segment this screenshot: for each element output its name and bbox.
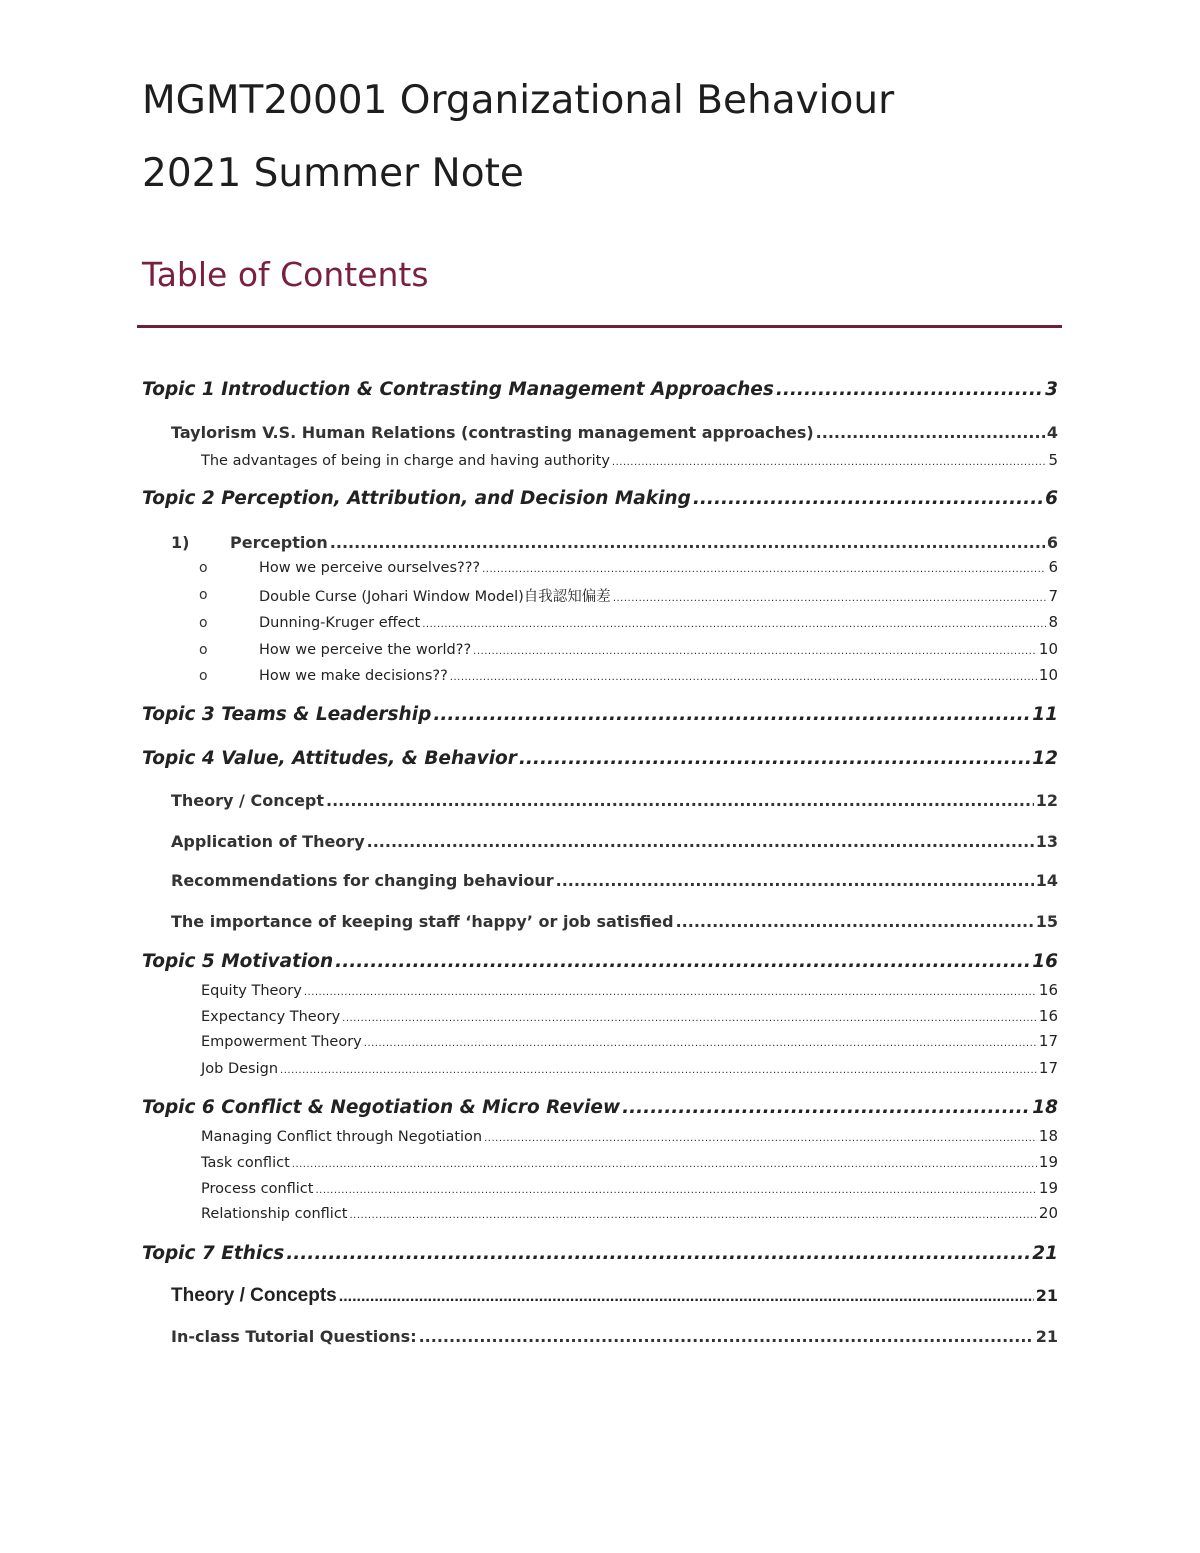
dot-leader: [693, 488, 1043, 509]
toc-entry-label: Job Design: [201, 1061, 279, 1077]
toc-entry-topic-1[interactable]: [142, 379, 1058, 400]
toc-entry-label: Topic 6 Conflict & Negotiation & Micro Review: [142, 1097, 621, 1118]
dot-leader: [335, 951, 1030, 972]
toc-page-number: 21: [1035, 1327, 1058, 1346]
dot-leader: [450, 672, 1037, 683]
toc-entry-application-theory[interactable]: [171, 832, 1058, 851]
toc-entry-label: Topic 2 Perception, Attribution, and Decision Making: [142, 488, 691, 509]
dot-leader: [519, 748, 1030, 769]
dot-leader: [292, 1159, 1037, 1170]
toc-entry-double-curse[interactable]: [259, 585, 1058, 606]
toc-entry-perceive-ourselves[interactable]: [259, 558, 1058, 576]
dot-leader: [816, 423, 1045, 442]
dot-leader: [304, 987, 1037, 998]
toc-entry-label: Dunning-Kruger effect: [259, 615, 421, 631]
toc-entry-label: How we perceive the world??: [259, 642, 472, 658]
toc-entry-label: [171, 533, 328, 552]
toc-page-number: 21: [1035, 1286, 1058, 1305]
toc-entry-empowerment-theory[interactable]: [201, 1032, 1058, 1050]
dot-leader: [342, 1013, 1037, 1024]
toc-entry-label: The importance of keeping staff ‘happy’ or job satisfied: [171, 912, 674, 931]
toc-entry-topic-4[interactable]: [142, 748, 1058, 769]
toc-entry-label: Taylorism V.S. Human Relations (contrasting management approaches): [171, 423, 814, 442]
toc-page-number: 16: [1038, 981, 1058, 999]
toc-entry-label: How we make decisions??: [259, 668, 448, 684]
toc-entry-label: The advantages of being in charge and having authority: [201, 453, 610, 469]
toc-entry-text: Perception: [230, 533, 328, 552]
toc-entry-label: Topic 3 Teams & Leadership: [142, 704, 432, 725]
dot-leader: [419, 1327, 1034, 1346]
dot-leader: [339, 1288, 1034, 1306]
toc-entry-label: Topic 5 Motivation: [142, 951, 334, 972]
toc-entry-job-design[interactable]: [201, 1059, 1058, 1077]
toc-entry-topic-5[interactable]: [142, 951, 1058, 972]
toc-page-number: 18: [1032, 1097, 1058, 1118]
list-number: 1): [171, 533, 190, 552]
toc-page-number: 3: [1045, 379, 1058, 400]
dot-leader: [286, 1243, 1030, 1264]
toc-entry-label: Recommendations for changing behaviour: [171, 871, 554, 890]
bullet-marker: o: [199, 560, 208, 576]
bullet-marker: o: [199, 587, 208, 603]
dot-leader: [422, 619, 1046, 630]
dot-leader: [613, 593, 1047, 604]
dot-leader: [612, 457, 1047, 468]
toc-entry-equity-theory[interactable]: [201, 981, 1058, 999]
toc-page-number: 8: [1048, 613, 1058, 631]
toc-entry-label: Theory / Concepts: [171, 1285, 337, 1306]
toc-entry-label: Managing Conflict through Negotiation: [201, 1129, 483, 1145]
toc-page-number: 5: [1048, 451, 1058, 469]
toc-entry-make-decisions[interactable]: [259, 666, 1058, 684]
dot-leader: [556, 871, 1034, 890]
toc-entry-managing-conflict[interactable]: [201, 1127, 1058, 1145]
document-subtitle: 2021 Summer Note: [142, 151, 524, 196]
toc-entry-label: Task conflict: [201, 1155, 290, 1171]
toc-entry-label: Theory / Concept: [171, 791, 325, 810]
toc-page-number: 10: [1038, 666, 1058, 684]
toc-entry-process-conflict[interactable]: [201, 1179, 1058, 1197]
dot-leader: [330, 533, 1045, 552]
dot-leader: [433, 704, 1030, 725]
dot-leader: [776, 379, 1043, 400]
toc-entry-label: In-class Tutorial Questions:: [171, 1327, 417, 1346]
dot-leader: [473, 646, 1037, 657]
toc-entry-topic-3[interactable]: [142, 704, 1058, 725]
toc-page-number: 19: [1038, 1179, 1058, 1197]
dot-leader: [482, 564, 1046, 575]
toc-page-number: 17: [1038, 1032, 1058, 1050]
dot-leader: [364, 1038, 1037, 1049]
toc-page-number: 4: [1046, 423, 1058, 442]
toc-entry-label: Topic 7 Ethics: [142, 1243, 285, 1264]
dot-leader: [484, 1133, 1037, 1144]
toc-entry-label: Topic 1 Introduction & Contrasting Management Approaches: [142, 379, 774, 400]
toc-page-number: 12: [1035, 791, 1058, 810]
dot-leader: [280, 1065, 1037, 1076]
toc-entry-topic-7[interactable]: [142, 1243, 1058, 1264]
toc-page-number: 6: [1045, 488, 1058, 509]
toc-page-number: 10: [1038, 640, 1058, 658]
dot-leader: [349, 1210, 1036, 1221]
toc-entry-task-conflict[interactable]: [201, 1153, 1058, 1171]
toc-entry-tutorial-questions[interactable]: [171, 1327, 1058, 1346]
toc-entry-staff-happy[interactable]: [171, 912, 1058, 931]
toc-entry-topic-2[interactable]: [142, 488, 1058, 509]
toc-entry-theory-concepts[interactable]: [171, 1285, 1058, 1307]
toc-entry-label: Expectancy Theory: [201, 1009, 341, 1025]
toc-entry-label: Equity Theory: [201, 983, 302, 999]
dot-leader: [315, 1185, 1036, 1196]
toc-heading: Table of Contents: [142, 255, 429, 294]
dot-leader: [622, 1097, 1030, 1118]
toc-page-number: 11: [1032, 704, 1058, 725]
toc-page-number: 17: [1038, 1059, 1058, 1077]
toc-entry-relationship-conflict[interactable]: [201, 1204, 1058, 1222]
toc-page-number: 7: [1048, 587, 1058, 605]
toc-page-number: 21: [1032, 1243, 1058, 1264]
toc-entry-theory-concept[interactable]: [171, 791, 1058, 810]
toc-entry-label: Process conflict: [201, 1181, 314, 1197]
toc-entry-label: Empowerment Theory: [201, 1034, 362, 1050]
toc-page-number: 20: [1038, 1204, 1058, 1222]
toc-entry-label: Double Curse (Johari Window Model)自我認知偏差: [259, 589, 611, 605]
toc-entry-taylorism[interactable]: [171, 423, 1058, 442]
toc-entry-advantages-authority[interactable]: [201, 451, 1058, 469]
toc-entry-label: Application of Theory: [171, 832, 365, 851]
dot-leader: [326, 791, 1034, 810]
bullet-marker: o: [199, 642, 208, 658]
document-title: MGMT20001 Organizational Behaviour: [142, 78, 895, 123]
toc-entry-perception[interactable]: [171, 533, 1058, 552]
toc-page-number: 15: [1035, 912, 1058, 931]
toc-page-number: 12: [1032, 748, 1058, 769]
toc-entry-perceive-world[interactable]: [259, 640, 1058, 658]
toc-page-number: 18: [1038, 1127, 1058, 1145]
dot-leader: [367, 832, 1034, 851]
toc-page-number: 14: [1035, 871, 1058, 890]
bullet-marker: o: [199, 615, 208, 631]
toc-page-number: 13: [1035, 832, 1058, 851]
toc-page-number: 6: [1048, 558, 1058, 576]
bullet-marker: o: [199, 668, 208, 684]
toc-page-number: 16: [1032, 951, 1058, 972]
toc-entry-dunning-kruger[interactable]: [259, 613, 1058, 631]
toc-entry-expectancy-theory[interactable]: [201, 1007, 1058, 1025]
toc-entry-label: Topic 4 Value, Attitudes, & Behavior: [142, 748, 517, 769]
toc-entry-label: Relationship conflict: [201, 1206, 348, 1222]
toc-page-number: 19: [1038, 1153, 1058, 1171]
toc-entry-recommendations[interactable]: [171, 871, 1058, 890]
toc-page-number: 6: [1046, 533, 1058, 552]
toc-page-number: 16: [1038, 1007, 1058, 1025]
dot-leader: [676, 912, 1034, 931]
toc-entry-topic-6[interactable]: [142, 1097, 1058, 1118]
toc-entry-label: How we perceive ourselves???: [259, 560, 481, 576]
